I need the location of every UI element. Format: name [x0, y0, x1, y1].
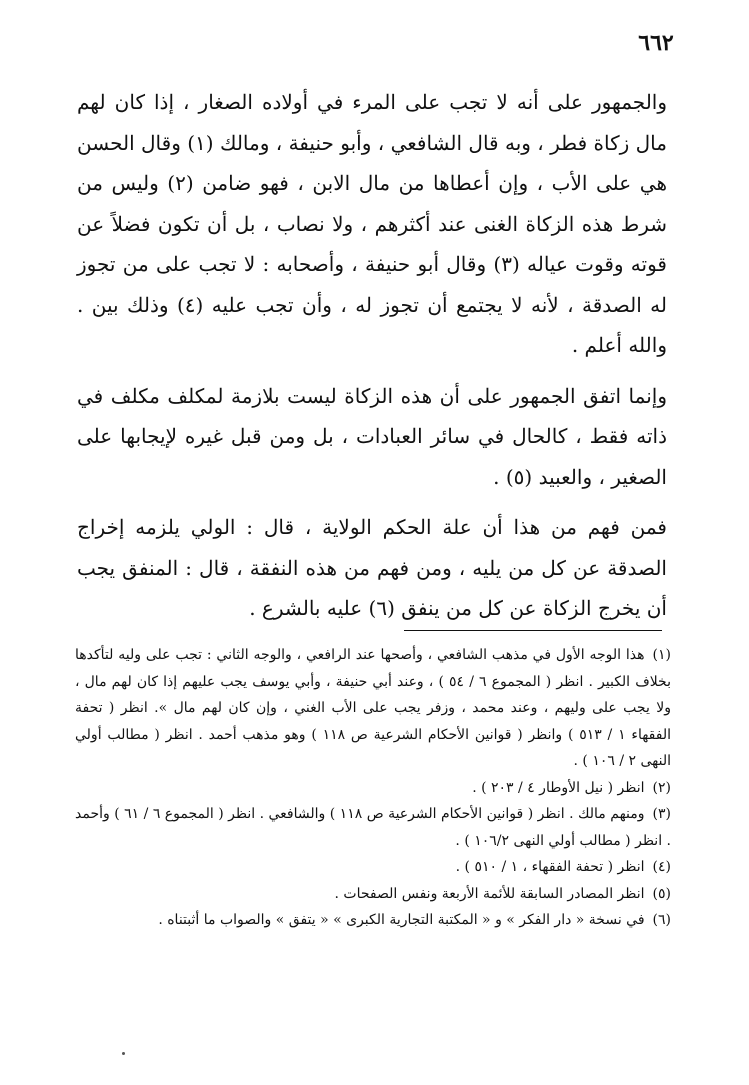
- page-number: ٦٦٢: [638, 30, 674, 56]
- footnote-2: [75, 775, 671, 802]
- footnote-text: ومنهم مالك . انظر ( قوانين الأحكام الشرعية ص ١١٨ ) والشافعي . انظر ( المجموع ٦ / ٦١ ) وأحمد . انظر ( مطالب أولي النهى ١٠٦/٢ ) .: [75, 806, 671, 849]
- footnote-separator-line: [404, 630, 662, 631]
- footnote-text: هذا الوجه الأول في مذهب الشافعي ، وأصحها عند الرافعي ، والوجه الثاني : تجب على وليه لتأكدها بخلاف الكبير . انظر ( المجموع ٦ / ٥٤ ) ، وعند أبي حنيفة ، وأبي يوسف يجب عليهم إذا كان لهم مال ، ولا يجب على وليهم ، وعند محمد ، وزفر يجب على الأب الغني ، وإن كان لهم مال ». انظر ( تحفة الفقهاء ١ / ٥١٣ ) وانظر ( قوانين الأحكام الشرعية ص ١١٨ ) وهو مذهب أحمد . انظر ( مطالب أولي النهى ٢ / ١٠٦ ) .: [75, 647, 671, 769]
- paragraph-1: والجمهور على أنه لا تجب على المرء في أولاده الصغار ، إذا كان لهم مال زكاة فطر ، وبه قال الشافعي ، وأبو حنيفة ، ومالك (١) وقال الحسن هي على الأب ، وإن أعطاها من مال الابن ، فهو ضامن (٢) وليس من شرط هذه الزكاة الغنى عند أكثرهم ، ولا نصاب ، بل أن تكون فضلاً عن قوته وقوت عياله (٣) وقال أبو حنيفة ، وأصحابه : لا تجب على من تجوز له الصدقة ، لأنه لا يجتمع أن تجوز له ، وأن تجب عليه (٤) وذلك بين . والله أعلم .: [77, 90, 667, 357]
- footnotes-list: [75, 642, 671, 934]
- main-text: [77, 82, 667, 629]
- footnote-text: في نسخة « دار الفكر » و « المكتبة التجارية الكبرى » « يتفق » والصواب ما أثبتناه .: [158, 912, 645, 928]
- scan-speck: [122, 1052, 125, 1055]
- footnote-marker: (٦): [652, 912, 671, 928]
- footnote-marker: (٣): [652, 806, 671, 822]
- footnote-marker: (١): [652, 647, 671, 663]
- footnote-marker: (٤): [652, 859, 671, 875]
- paragraph-3: فمن فهم من هذا أن علة الحكم الولاية ، قال : الولي يلزمه إخراج الصدقة عن كل من يليه ، ومن فهم من هذه النفقة ، قال : المنفق يجب أن يخرج الزكاة عن كل من ينفق (٦) عليه بالشرع .: [77, 515, 667, 620]
- footnote-4: [75, 854, 671, 881]
- footnote-text: انظر المصادر السابقة للأئمة الأربعة ونفس الصفحات .: [334, 885, 645, 902]
- footnote-marker: (٥): [652, 885, 671, 902]
- footnote-6: [75, 907, 671, 934]
- paragraph-2: وإنما اتفق الجمهور على أن هذه الزكاة ليست بلازمة لمكلف مكلف في ذاته فقط ، كالحال في سائر العبادات ، بل ومن قبل غيره لإيجابها على الصغير ، والعبيد (٥) .: [77, 383, 667, 489]
- footnote-3: [75, 801, 671, 854]
- footnote-text: انظر ( تحفة الفقهاء ، ١ / ٥١٠ ) .: [455, 859, 645, 875]
- footnote-text: انظر ( نيل الأوطار ٤ / ٢٠٣ ) .: [472, 779, 645, 796]
- footnote-1: [75, 642, 671, 775]
- footnote-marker: (٢): [652, 779, 671, 796]
- footnote-5: [75, 881, 671, 908]
